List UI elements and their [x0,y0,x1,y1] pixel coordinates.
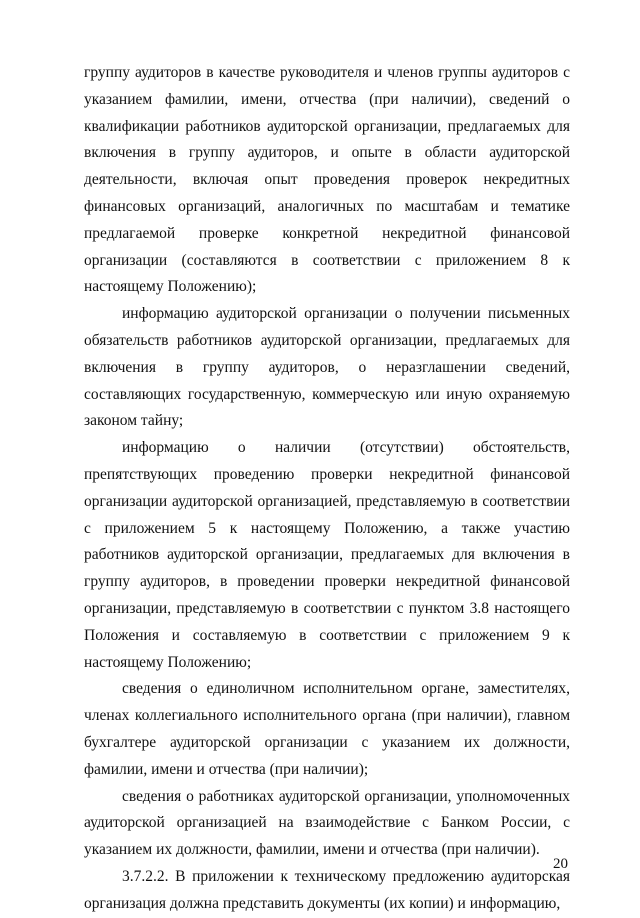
page-number: 20 [553,856,568,872]
paragraph-section-3-7-2-2: 3.7.2.2. В приложении к техническому предложению аудиторская организация должна представить документы (их копии) и информацию, [84,867,570,912]
paragraph-executive-bodies: сведения о единоличном исполнительном органе, заместителях, членах коллегиального исполнительного органа (при наличии), главном бухгалтере аудиторской организации с указанием их должности, фамилии, имени и отчества (при наличии); [84,680,570,778]
paragraph-audit-group: группу аудиторов в качестве руководителя и членов группы аудиторов с указанием фамилии, имени, отчества (при наличии), сведений о квалификации работников аудиторской организации, предлагаемых для включения в группу аудиторов, и опыте в области аудиторской деятельности, включая опыт проведения проверок некредитных финансовых организаций, аналогичных по масштабам и тематике предлагаемой проверке конкретной некредитной финансовой организации (составляются в соответствии с приложением 8 к настоящему Положению); [84,64,570,296]
paragraph-confidentiality-obligations: информацию аудиторской организации о получении письменных обязательств работников аудиторской организации, предлагаемых для включения в группу аудиторов, о неразглашении сведений, составляющих государственную, коммерческую или иную охраняемую законом тайну; [84,305,570,430]
paragraph-circumstances-info: информацию о наличии (отсутствии) обстоятельств, препятствующих проведению проверки некредитной финансовой организации аудиторской организацией, представляемую в соответствии с приложением 5 к настоящему Положению, а также участию работников аудиторской организации, предлагаемых для включения в группу аудиторов, в проведении проверки некредитной финансовой организации, представляемую в соответствии с пунктом 3.8 настоящего Положения и составляемую в соответствии с приложением 9 к настоящему Положению; [84,439,570,671]
document-body [84,60,570,918]
paragraph-authorized-employees: сведения о работниках аудиторской организации, уполномоченных аудиторской организацией на взаимодействие с Банком России, с указанием их должности, фамилии, имени и отчества (при наличии). [84,787,570,859]
